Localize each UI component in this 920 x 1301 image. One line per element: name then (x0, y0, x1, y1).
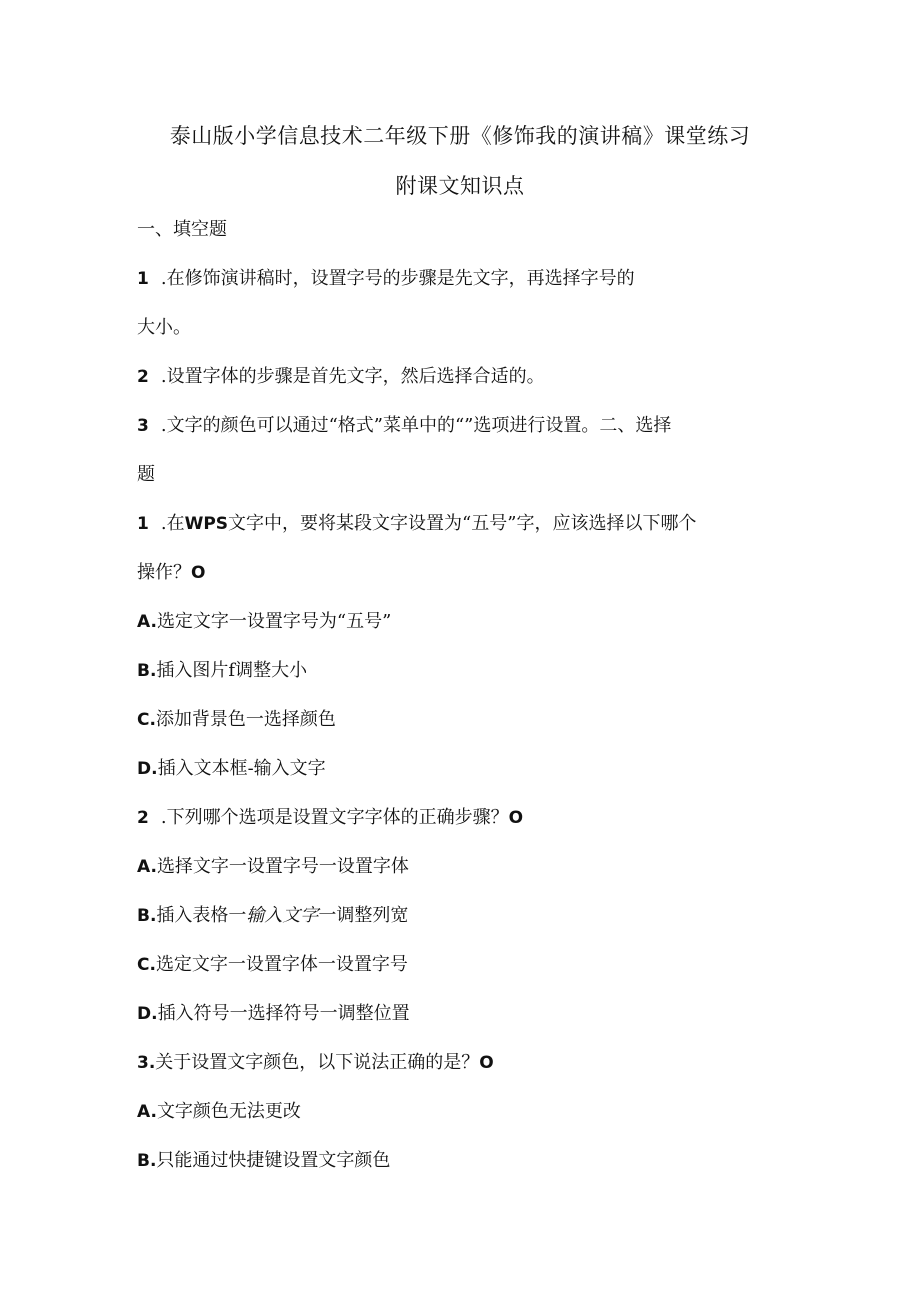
option-b (137, 904, 408, 928)
document-subtitle: 附课文知识点 (395, 174, 525, 198)
choice-question-1 (137, 512, 696, 536)
fill-question-1-continued: 大小。 (137, 317, 191, 338)
option-letter: B. (137, 906, 157, 926)
document-title: 泰山版小学信息技术二年级下册《修饰我的演讲稿》课堂练习 (169, 124, 751, 148)
option-text: 选定文字一设置字号为“五号” (156, 611, 392, 632)
question-number: 2 (137, 808, 149, 828)
option-letter: B. (137, 661, 157, 681)
option-b (137, 1149, 390, 1173)
option-text: 插入表格一 (156, 905, 247, 926)
question-text: .下列哪个选项是设置文字字体的正确步骤？ (160, 807, 509, 828)
question-text: .文字的颜色可以通过“格式”菜单中的“”选项进行设置。二、选择 (160, 415, 672, 436)
option-b (137, 659, 307, 683)
section-heading-fill-blank: 一、填空题 (137, 219, 227, 240)
answer-paren: O (479, 1053, 494, 1073)
fill-question-3 (137, 414, 671, 438)
question-text: 文字中，要将某段文字设置为“五号”字，应该选择以下哪个 (228, 513, 697, 534)
fill-question-1 (137, 267, 635, 291)
option-text: 插入图片f调整大小 (156, 660, 308, 681)
option-letter: C. (137, 710, 156, 730)
answer-paren: O (508, 808, 524, 828)
option-letter: A. (137, 1102, 157, 1122)
question-text: .在 (160, 513, 185, 534)
option-d (137, 1002, 410, 1026)
option-c (137, 708, 336, 732)
question-text: 操作？ (137, 562, 191, 583)
fill-question-3-continued: 题 (137, 464, 155, 485)
option-letter: C. (137, 955, 156, 975)
question-number: 1 (137, 514, 149, 534)
option-letter: A. (137, 612, 157, 632)
question-number: 1 (137, 269, 149, 289)
option-text: 一调整列宽 (318, 905, 409, 926)
option-a (137, 1100, 301, 1124)
option-c (137, 953, 408, 977)
option-d (137, 757, 326, 781)
question-text: .在修饰演讲稿时，设置字号的步骤是先文字，再选择字号的 (160, 268, 635, 289)
option-text: 插入文本框-输入文字 (157, 758, 326, 779)
option-text-italic: 输入文字 (246, 905, 319, 926)
option-letter: A. (137, 857, 157, 877)
option-text: 文字颜色无法更改 (156, 1101, 301, 1122)
option-a (137, 610, 391, 634)
question-number: 2 (137, 367, 149, 387)
option-a (137, 855, 409, 879)
question-text: .设置字体的步骤是首先文字，然后选择合适的。 (160, 366, 545, 387)
question-text: 关于设置文字颜色，以下说法正确的是？ (155, 1052, 480, 1073)
option-text: 插入符号一选择符号一调整位置 (157, 1003, 410, 1024)
option-text: 选定文字一设置字体一设置字号 (155, 954, 408, 975)
choice-question-2 (137, 806, 523, 830)
choice-question-1-continued (137, 561, 205, 585)
option-letter: D. (137, 759, 158, 779)
option-text: 只能通过快捷键设置文字颜色 (156, 1150, 391, 1171)
fill-question-2 (137, 365, 545, 389)
option-letter: B. (137, 1151, 157, 1171)
answer-paren: O (191, 563, 206, 583)
option-text: 添加背景色一选择颜色 (155, 709, 336, 730)
question-number: 3. (137, 1053, 156, 1073)
question-number: 3 (137, 416, 149, 436)
choice-question-3 (137, 1051, 494, 1075)
option-text: 选择文字一设置字号一设置字体 (156, 856, 409, 877)
option-letter: D. (137, 1004, 158, 1024)
wps-label: WPS (184, 514, 229, 534)
